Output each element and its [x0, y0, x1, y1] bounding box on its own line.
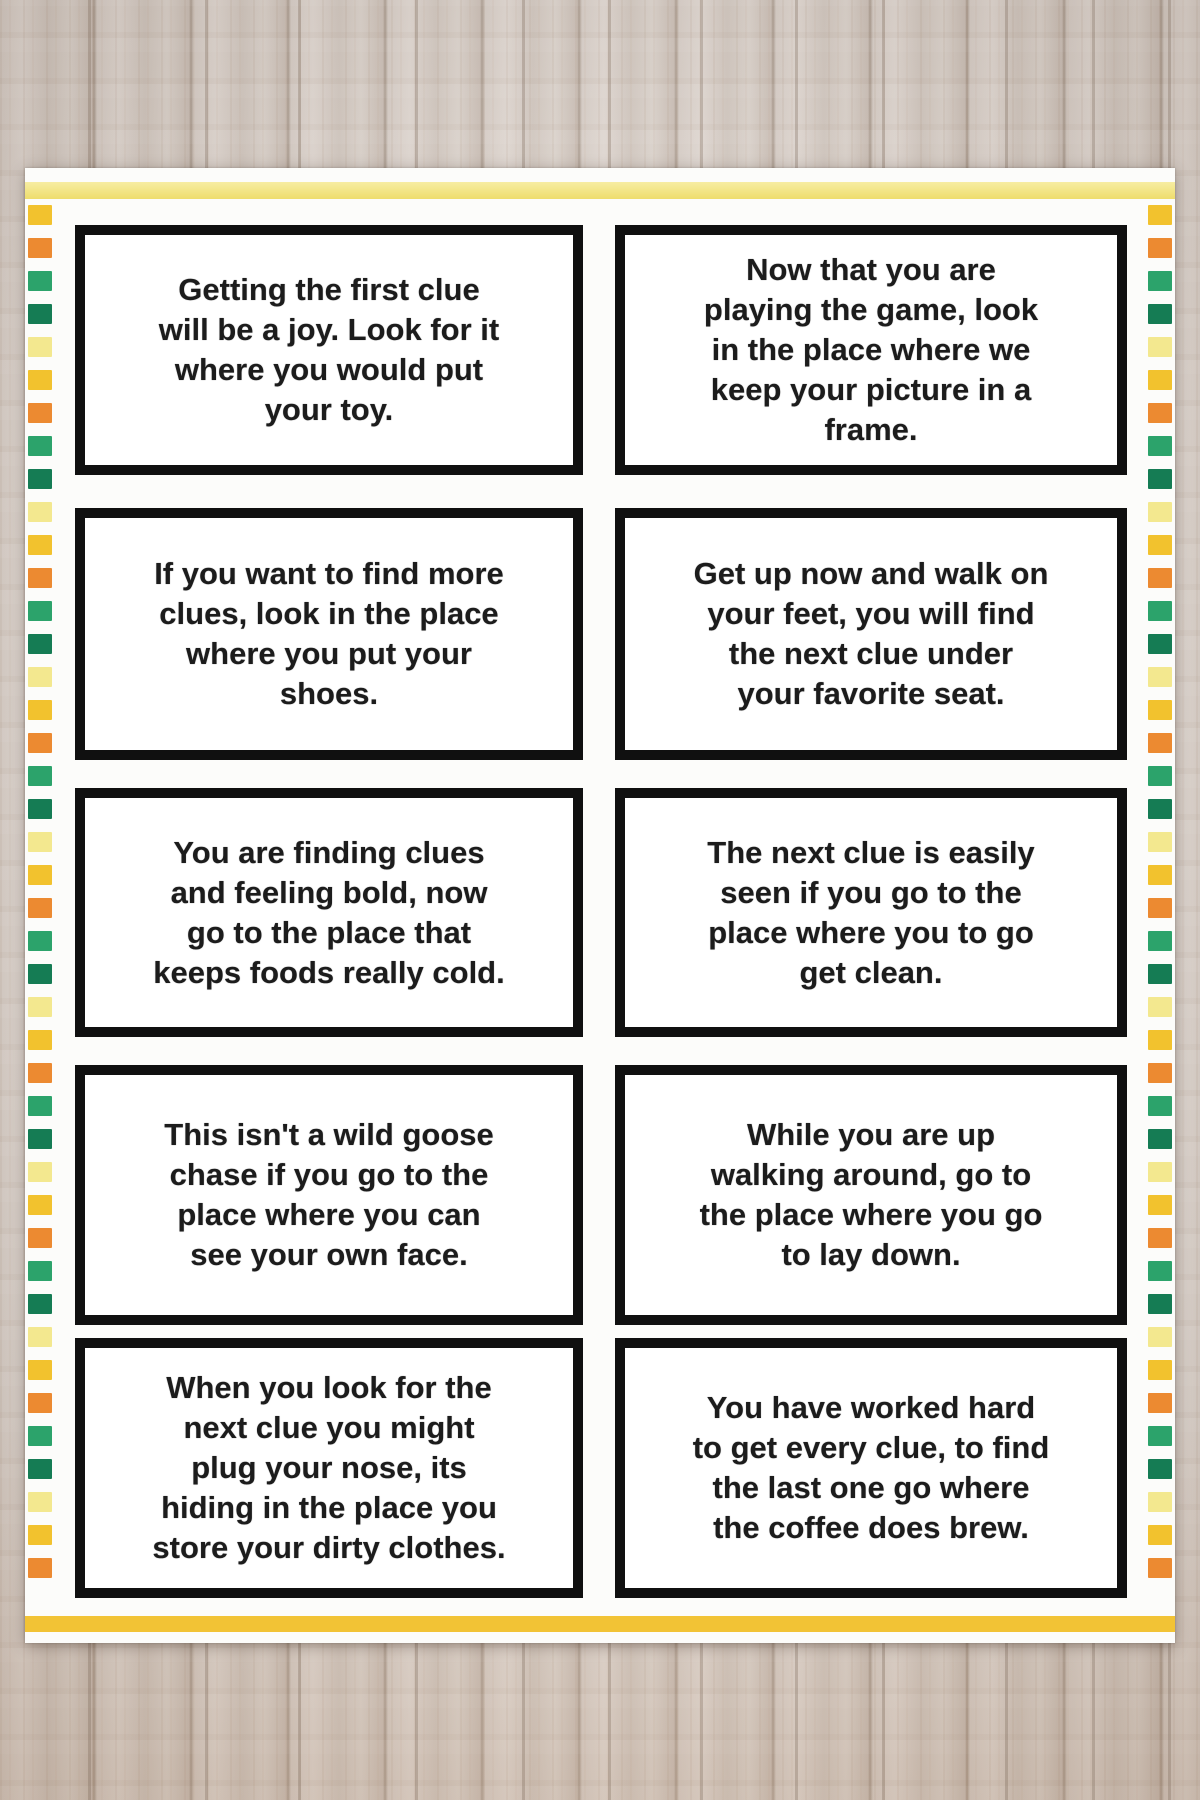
stripe-square: [28, 1393, 52, 1413]
stripe-square: [28, 931, 52, 951]
clue-line: shoes.: [279, 676, 379, 711]
stripe-square: [1148, 403, 1172, 423]
clue-text: [687, 1386, 1056, 1550]
clue-card-grid: [75, 225, 1127, 1598]
stripe-square: [1148, 1063, 1172, 1083]
clue-line: to lay down.: [781, 1237, 961, 1272]
stripe-square: [28, 568, 52, 588]
stripe-square: [28, 1492, 52, 1512]
stripe-square: [28, 469, 52, 489]
stripe-square: [28, 1261, 52, 1281]
stripe-square: [28, 898, 52, 918]
clue-line: You are finding clues: [173, 834, 485, 870]
clue-card-4: [615, 508, 1127, 760]
stripe-square: [1148, 832, 1172, 852]
stripe-square: [1148, 1360, 1172, 1380]
stripe-square: [1148, 1096, 1172, 1116]
clue-line: Getting the first clue: [178, 272, 480, 307]
stripe-square: [28, 997, 52, 1017]
clue-line: get clean.: [799, 954, 943, 990]
stripe-square: [1148, 997, 1172, 1017]
stripe-square: [28, 370, 52, 390]
clue-line: place where you to go: [708, 914, 1034, 950]
stripe-square: [28, 535, 52, 555]
clue-line: the last one go where: [712, 1470, 1030, 1505]
stripe-square: [28, 1327, 52, 1347]
stripe-square: [28, 1129, 52, 1149]
stripe-square: [28, 1030, 52, 1050]
stripe-square: [28, 238, 52, 258]
stripe-square: [1148, 1327, 1172, 1347]
stripe-square: [28, 1195, 52, 1215]
clue-line: where you would put: [174, 352, 484, 387]
clue-text: [146, 1366, 511, 1570]
clue-line: hiding in the place you: [161, 1490, 497, 1525]
stripe-square: [1148, 304, 1172, 324]
clue-line: see your own face.: [190, 1237, 468, 1272]
stripe-square: [28, 1228, 52, 1248]
clue-line: If you want to find more: [154, 556, 504, 591]
clue-line: your favorite seat.: [737, 676, 1005, 711]
stripe-square: [28, 205, 52, 225]
stripe-square: [1148, 700, 1172, 720]
stripe-square: [28, 1294, 52, 1314]
stripe-square: [28, 832, 52, 852]
clue-card-9: [75, 1338, 583, 1598]
clue-card-5: [75, 788, 583, 1037]
clue-line: When you look for the: [166, 1370, 492, 1405]
stripe-square: [1148, 1228, 1172, 1248]
stripe-square: [1148, 766, 1172, 786]
stripe-square: [1148, 469, 1172, 489]
clue-line: The next clue is easily: [707, 834, 1035, 870]
clue-line: seen if you go to the: [720, 874, 1022, 910]
stripe-square: [1148, 568, 1172, 588]
clue-line: keeps foods really cold.: [153, 954, 505, 990]
clue-card-2: [615, 225, 1127, 475]
clue-text: [148, 552, 510, 716]
stripe-square: [1148, 1162, 1172, 1182]
stripe-square: [1148, 1030, 1172, 1050]
stripe-square: [1148, 865, 1172, 885]
stripe-square: [28, 403, 52, 423]
clue-text: [694, 1113, 1049, 1277]
stripe-square: [28, 634, 52, 654]
stripe-square: [1148, 502, 1172, 522]
stripe-square: [28, 865, 52, 885]
clue-line: While you are up: [746, 1117, 996, 1152]
stripe-square: [1148, 667, 1172, 687]
stripe-square: [28, 337, 52, 357]
stripe-square: [1148, 1525, 1172, 1545]
stripe-square: [28, 1525, 52, 1545]
stripe-square: [1148, 1558, 1172, 1578]
clue-text: [698, 248, 1044, 452]
stripe-square: [1148, 898, 1172, 918]
clue-line: playing the game, look: [703, 292, 1039, 327]
stripe-square: [1148, 1195, 1172, 1215]
stripe-square: [28, 1558, 52, 1578]
stripe-square: [28, 1063, 52, 1083]
right-stripe-border: [1148, 205, 1172, 1591]
top-border-band: [25, 182, 1175, 199]
stripe-square: [1148, 436, 1172, 456]
stripe-square: [28, 964, 52, 984]
stripe-square: [28, 700, 52, 720]
clue-card-3: [75, 508, 583, 760]
clue-line: Now that you are: [746, 252, 996, 287]
stripe-square: [1148, 799, 1172, 819]
clue-line: store your dirty clothes.: [152, 1530, 506, 1565]
stripe-square: [1148, 634, 1172, 654]
stripe-square: [28, 502, 52, 522]
stripe-square: [1148, 1492, 1172, 1512]
clue-line: where you put your: [186, 636, 472, 671]
stripe-square: [28, 766, 52, 786]
stripe-square: [1148, 931, 1172, 951]
stripe-square: [1148, 964, 1172, 984]
clue-card-10: [615, 1338, 1127, 1598]
clue-card-1: [75, 225, 583, 475]
clue-line: You have worked hard: [706, 1390, 1036, 1425]
clue-line: Get up now and walk on: [693, 556, 1049, 591]
stripe-square: [28, 271, 52, 291]
clue-line: in the place where we: [711, 332, 1031, 367]
stripe-square: [28, 1360, 52, 1380]
clue-line: next clue you might: [183, 1410, 475, 1445]
clue-text: [147, 831, 510, 995]
clue-line: the coffee does brew.: [713, 1510, 1029, 1545]
clue-card-8: [615, 1065, 1127, 1325]
clue-card-7: [75, 1065, 583, 1325]
clue-line: your toy.: [264, 392, 394, 427]
clue-line: and feeling bold, now: [170, 874, 488, 910]
clue-text: [688, 552, 1055, 716]
stripe-square: [1148, 1261, 1172, 1281]
clue-line: your feet, you will find: [707, 596, 1035, 631]
stripe-square: [28, 1426, 52, 1446]
clue-line: clues, look in the place: [159, 596, 499, 631]
stripe-square: [1148, 733, 1172, 753]
stripe-square: [28, 1162, 52, 1182]
stripe-square: [28, 667, 52, 687]
stripe-square: [28, 733, 52, 753]
clue-card-6: [615, 788, 1127, 1037]
stripe-square: [1148, 1294, 1172, 1314]
stripe-square: [1148, 1129, 1172, 1149]
stripe-square: [1148, 238, 1172, 258]
clue-text: [153, 268, 505, 432]
stripe-square: [1148, 370, 1172, 390]
stripe-square: [1148, 1426, 1172, 1446]
stripe-square: [1148, 337, 1172, 357]
clue-line: keep your picture in a: [710, 372, 1032, 407]
stripe-square: [28, 1096, 52, 1116]
clue-line: This isn't a wild goose: [164, 1117, 494, 1152]
stripe-square: [1148, 535, 1172, 555]
clue-line: place where you can: [177, 1197, 481, 1232]
stripe-square: [1148, 1393, 1172, 1413]
clue-text: [158, 1113, 499, 1277]
clue-line: go to the place that: [186, 914, 472, 950]
stripe-square: [28, 1459, 52, 1479]
clue-sheet-paper: [25, 168, 1175, 1643]
stripe-square: [1148, 205, 1172, 225]
clue-line: plug your nose, its: [191, 1450, 467, 1485]
clue-line: walking around, go to: [710, 1157, 1032, 1192]
clue-line: will be a joy. Look for it: [158, 312, 500, 347]
stripe-square: [1148, 271, 1172, 291]
stripe-square: [28, 601, 52, 621]
clue-line: the place where you go: [699, 1197, 1043, 1232]
stripe-square: [1148, 1459, 1172, 1479]
clue-line: to get every clue, to find: [692, 1430, 1050, 1465]
clue-line: the next clue under: [728, 636, 1014, 671]
clue-line: chase if you go to the: [169, 1157, 489, 1192]
left-stripe-border: [28, 205, 52, 1591]
stripe-square: [1148, 601, 1172, 621]
clue-line: frame.: [824, 412, 918, 447]
stripe-square: [28, 799, 52, 819]
stripe-square: [28, 304, 52, 324]
clue-text: [701, 831, 1040, 995]
stripe-square: [28, 436, 52, 456]
bottom-border-band: [25, 1616, 1175, 1632]
